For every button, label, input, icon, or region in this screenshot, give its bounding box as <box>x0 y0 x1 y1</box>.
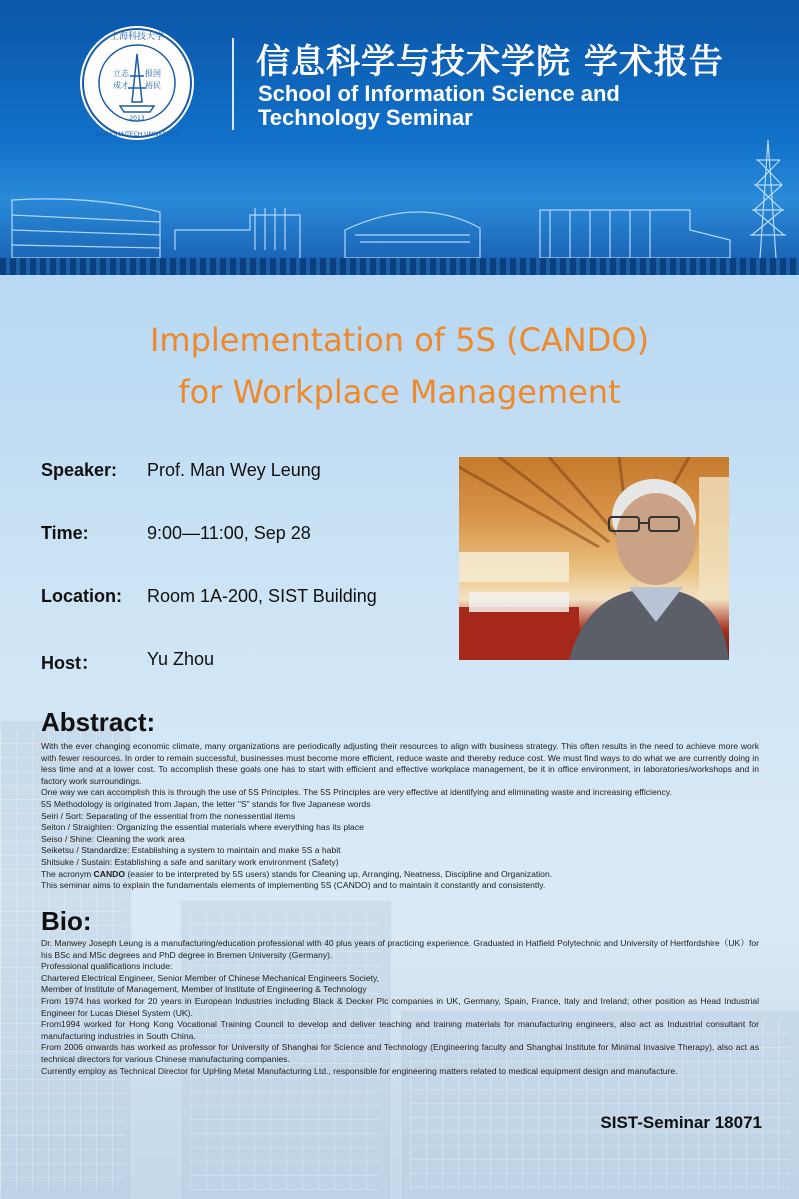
bio-paragraph: Chartered Electrical Engineer, Senior Member of Chinese Mechanical Engineers Society, <box>41 972 380 983</box>
bio-paragraph: From 2006 onwards has worked as professor for University of Shanghai for Science and Technology (Engineering faculty and Shanghai Institute for Minimal Invasive Therapy), also act as technical directors for various Chinese manufacturing companies. <box>41 1042 759 1064</box>
water-reflection <box>0 258 799 275</box>
speaker-photo <box>459 457 729 660</box>
abstract-paragraph: With the ever changing economic climate, many organizations are periodically adjusting their resources to align with business strategy. This often results in the need to achieve more work with fewer resources. In order to remain successful, businesses must become more efficient, reduce waste and thereby reduce cost. We must find ways to do what we are currently doing in less time and at a lower cost. To accomplish these goals one has to start with efficient and effective workplace management, be it in office environment, in laboratories/workshops and in factory work surroundings. <box>41 741 759 786</box>
abstract-paragraph: 5S Methodology is originated from Japan, the letter "S" stands for five Japanese words <box>41 798 371 809</box>
bio-paragraph: Professional qualifications include: <box>41 961 173 972</box>
location-value: Room 1A-200, SIST Building <box>147 586 377 606</box>
speaker-label: Speaker: <box>41 460 118 480</box>
abstract-body <box>41 741 759 892</box>
svg-text:立志: 立志 <box>113 69 129 78</box>
talk-title-line2: for Workplace Management <box>178 373 621 411</box>
campus-skyline-illustration <box>0 140 799 265</box>
bio-paragraph: From1994 worked for Hong Kong Vocational Training Council to develop and deliver teaching and training materials for manufacturing engineers, also act as Industrial consultant for manufacturing industries in South China. <box>41 1019 759 1041</box>
svg-text:SHANGHAITECH UNIVERSITY: SHANGHAITECH UNIVERSITY <box>94 131 180 138</box>
svg-text:报国: 报国 <box>145 69 161 78</box>
bio-paragraph: Currently employ as Technical Director for UpHing Metal Manufacturing Ltd., responsible for engineering matters related to medical equipment design and manufacture. <box>41 1065 678 1076</box>
location-label: Location: <box>41 586 122 606</box>
abstract-paragraph: One way we can accomplish this is through the use of 5S Principles. The 5S Principles are very effective at identifying and eliminating waste and increasing efficiency. <box>41 787 672 798</box>
bio-heading: Bio: <box>41 906 92 936</box>
cando-prefix: The acronym <box>41 868 94 879</box>
talk-title-line1: Implementation of 5S (CANDO) <box>149 321 650 359</box>
time-label: Time: <box>41 523 89 543</box>
abstract-paragraph: Seiketsu / Standardize: Establishing a system to maintain and make 5S a habit <box>41 845 341 856</box>
school-title-chinese: 信息科学与技术学院 学术报告 <box>256 42 724 82</box>
school-title-english-line2: Technology Seminar <box>258 105 473 130</box>
abstract-paragraph: Seiso / Shine: Cleaning the work area <box>41 833 185 844</box>
talk-title <box>0 314 799 418</box>
cando-suffix: (easier to be interpreted by 5S users) stands for Cleaning up, Arranging, Neatness, Discipline and Organization. <box>125 868 553 879</box>
svg-text:2013: 2013 <box>129 115 145 122</box>
abstract-paragraph: Seiton / Straighten: Organizing the essential materials where everything has its place <box>41 822 364 833</box>
bio-paragraph: Member of Institute of Management, Member of Institute of Engineering & Technology <box>41 984 367 995</box>
svg-text:裕民: 裕民 <box>145 81 161 90</box>
header-banner <box>0 0 799 275</box>
header-divider <box>232 38 234 130</box>
svg-text:成才: 成才 <box>113 81 129 90</box>
time-value: 9:00—11:00, Sep 28 <box>147 523 311 543</box>
abstract-paragraph: Shitsuke / Sustain: Establishing a safe and sanitary work environment (Safety) <box>41 856 339 867</box>
bio-body <box>41 938 759 1077</box>
svg-text:上海科技大学: 上海科技大学 <box>109 32 165 42</box>
host-label: Host： <box>41 653 99 673</box>
school-title-english <box>258 82 620 130</box>
abstract-paragraph: This seminar aims to explain the fundamentals elements of implementing 5S (CANDO) and to maintain it constantly and consistently. <box>41 880 546 891</box>
school-title-english-line1: School of Information Science and <box>258 81 620 106</box>
abstract-paragraph: Seiri / Sort: Separating of the essential from the nonessential items <box>41 810 296 821</box>
speaker-value: Prof. Man Wey Leung <box>147 460 321 480</box>
host-value: Yu Zhou <box>147 649 215 669</box>
bio-paragraph: From 1974 has worked for 20 years in European Industries including Black & Decker Plc companies in UK, Germany, Spain, France, Italy and Ireland; other position as Head Industrial Engineer for Lucas Diesel System (UK). <box>41 995 759 1018</box>
university-seal-logo <box>78 24 196 142</box>
cando-acronym: CANDO <box>93 868 126 879</box>
seminar-number: SIST-Seminar 18071 <box>600 1113 762 1132</box>
bio-paragraph: Dr. Manwey Joseph Leung is a manufacturing/education professional with 40 plus years of practicing experience. Graduated in Hatfield Polytechnic and University of Hertfordshire（UK）for his BSc and MSc degrees and PhD degree in Bremen University (Germany). <box>41 938 759 960</box>
abstract-cando-paragraph <box>41 869 759 881</box>
abstract-heading: Abstract: <box>41 707 156 737</box>
